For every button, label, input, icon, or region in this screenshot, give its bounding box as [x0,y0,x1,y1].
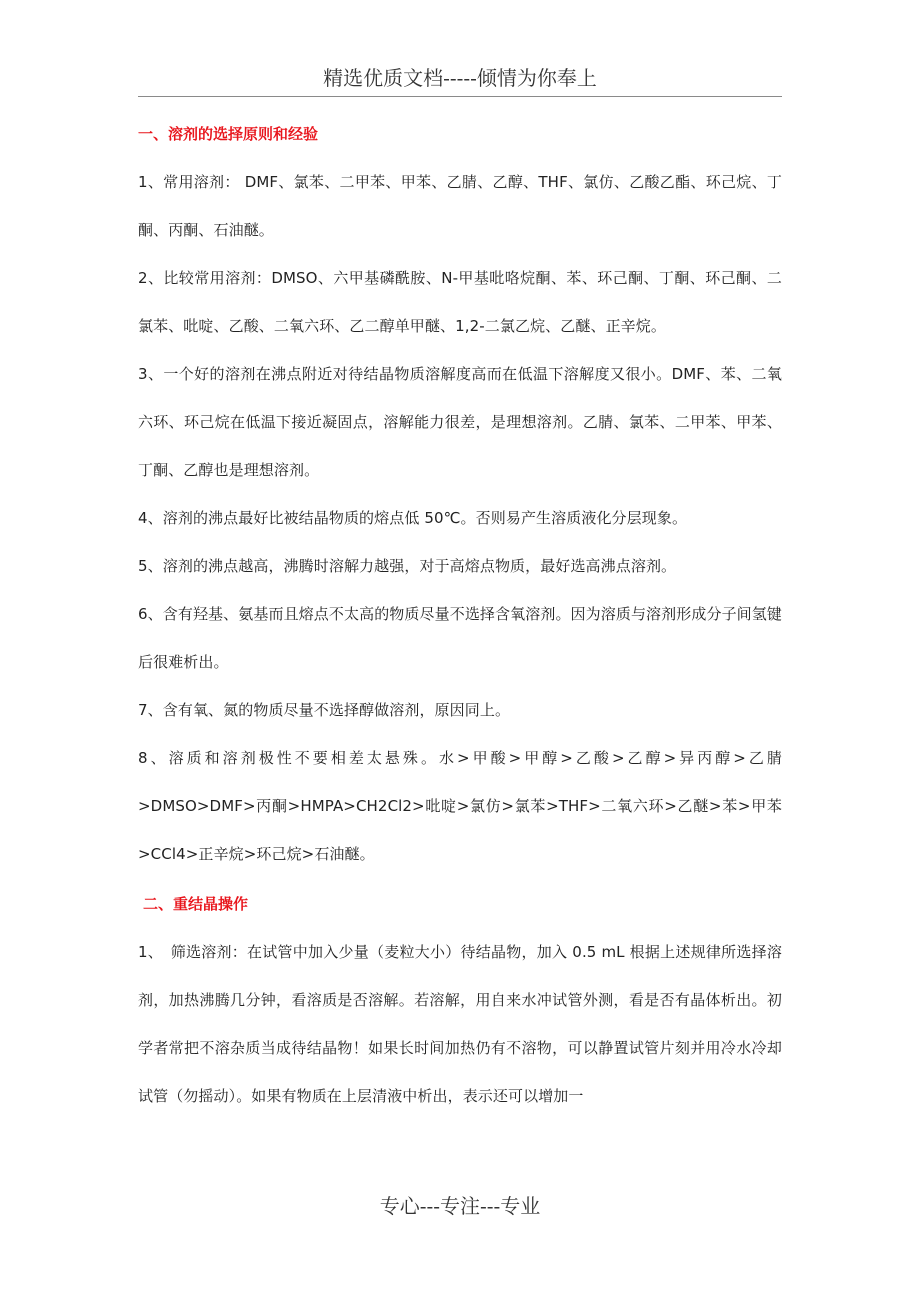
document-body [138,110,782,1120]
paragraph-oxygen-nitrogen: 7、含有氧、氮的物质尽量不选择醇做溶剂，原因同上。 [138,701,511,719]
paragraph-polarity: 8、溶质和溶剂极性不要相差太悬殊。水>甲酸>甲醇>乙酸>乙醇>异丙醇>乙腈>DMSO>DMF>丙酮>HMPA>CH2Cl2>吡啶>氯仿>氯苯>THF>二氧六环>乙醚>苯>甲苯>CCl4>正辛烷>环己烷>石油醚。 [138,749,782,863]
page-footer [0,1190,920,1222]
paragraph-high-boiling: 5、溶剂的沸点越高，沸腾时溶解力越强，对于高熔点物质，最好选高沸点溶剂。 [138,557,677,575]
paragraph-frequent-solvents: 2、比较常用溶剂：DMSO、六甲基磷酰胺、N-甲基吡咯烷酮、苯、环己酮、丁酮、环己酮、二氯苯、吡啶、乙酸、二氧六环、乙二醇单甲醚、1,2-二氯乙烷、乙醚、正辛烷。 [138,269,782,335]
paragraph-screen-solvent: 1、 筛选溶剂：在试管中加入少量（麦粒大小）待结晶物，加入 0.5 mL 根据上述规律所选择溶剂，加热沸腾几分钟，看溶质是否溶解。若溶解，用自来水冲试管外测，看是否有晶体析出。初学者常把不溶杂质当成待结晶物！如果长时间加热仍有不溶物，可以静置试管片刻并用冷水冷却试管（勿摇动）。如果有物质在上层清液中析出，表示还可以增加一 [138,943,782,1105]
section-heading-recrystallization: 二、重结晶操作 [143,895,249,913]
section-heading-solvent-selection: 一、溶剂的选择原则和经验 [138,125,319,143]
paragraph-common-solvents: 1、常用溶剂： DMF、氯苯、二甲苯、甲苯、乙腈、乙醇、THF、氯仿、乙酸乙酯、环己烷、丁酮、丙酮、石油醚。 [138,173,782,239]
header-title: 精选优质文档-----倾情为你奉上 [323,66,597,90]
paragraph-boiling-point: 4、溶剂的沸点最好比被结晶物质的熔点低 50℃。否则易产生溶质液化分层现象。 [138,509,688,527]
footer-text: 专心---专注---专业 [379,1194,541,1218]
paragraph-hydroxyl-amino: 6、含有羟基、氨基而且熔点不太高的物质尽量不选择含氧溶剂。因为溶质与溶剂形成分子间氢键后很难析出。 [138,605,782,671]
paragraph-ideal-solvent: 3、一个好的溶剂在沸点附近对待结晶物质溶解度高而在低温下溶解度又很小。DMF、苯、二氧六环、环己烷在低温下接近凝固点，溶解能力很差，是理想溶剂。乙腈、氯苯、二甲苯、甲苯、丁酮、乙醇也是理想溶剂。 [138,365,782,479]
page-header [138,62,782,97]
